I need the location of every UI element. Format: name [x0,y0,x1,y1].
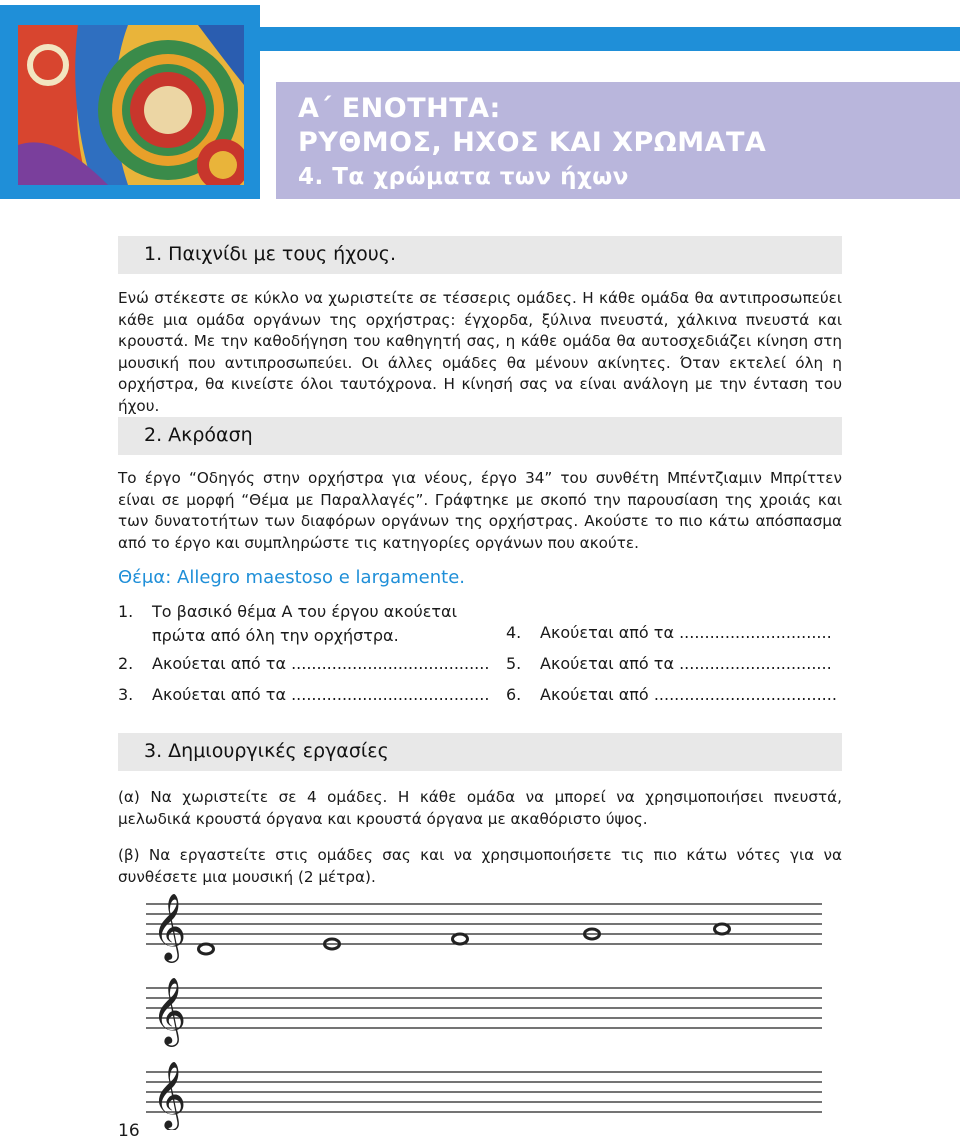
whole-note-icon [453,934,468,944]
list-item-5: 5. Ακούεται από τα .............................. [506,654,832,673]
staff-1 [146,892,822,963]
section-3-bar [118,733,842,771]
whole-note-icon [715,924,730,934]
treble-clef-icon: 𝄞 [152,1060,187,1128]
whole-note-icon [199,944,214,954]
section-1-bar [118,236,842,274]
unit-title: ΡΥΘΜΟΣ, ΗΧΟΣ ΚΑΙ ΧΡΩΜΑΤΑ [298,127,767,158]
answer-blank[interactable]: .............................. [679,623,832,642]
section-1-text: Ενώ στέκεστε σε κύκλο να χωριστείτε σε τέσσερις ομάδες. Η κάθε ομάδα θα αντιπροσωπεύει κάθε μια ομάδα οργάνων της ορχήστρας: έγχορδα, ξύλινα πνευστά, χάλκινα πνευστά και κρουστά. Με την καθοδήγηση του καθηγητή σας, η κάθε ομάδα θα αυτοσχεδιάζει κίνηση στη μουσική που αντιπροσωπεύει. Οι άλλες ομάδες θα μένουν ακίνητες. Όταν εκτελεί όλη η ορχήστρα, θα κινείστε όλοι ταυτόχρονα. Η κίνησή σας να είναι ανάλογη με την ένταση του ήχου. [118,289,842,415]
section-3-heading: 3. Δημιουργικές εργασίες [144,740,389,762]
section-3-part-b: (β) Να εργαστείτε στις ομάδες σας και να χρησιμοποιήσετε τις πιο κάτω νότες για να συνθέσετε μια μουσική (2 μέτρα). [118,846,842,886]
answer-blank[interactable]: ....................................... [291,685,490,704]
header-artwork-frame [0,5,260,199]
list-item-2: 2. Ακούεται από τα ....................................... [118,654,490,673]
treble-clef-icon: 𝄞 [152,976,187,1044]
lesson-title: 4. Τα χρώματα των ήχων [298,164,629,190]
header-stripe [260,27,960,51]
section-2-text: Το έργο “Οδηγός στην ορχήστρα για νέους, έργο 34” του συνθέτη Μπέντζιαμιν Μπρίττεν είναι σε μορφή “Θέμα με Παραλλαγές”. Γράφτηκε με σκοπό την παρουσίαση της χροιάς και των δυνατοτήτων των διαφόρων οργάνων της ορχήστρας. Ακούστε το πιο κάτω απόσπασμα από το έργο και συμπληρώστε τις κατηγορίες οργάνων που ακούτε. [118,469,842,552]
answer-blank[interactable]: ....................................... [291,654,490,673]
page-number: 16 [118,1121,140,1141]
list-item-4: 4. Ακούεται από τα .............................. [506,623,832,642]
theme-heading: Θέμα: Allegro maestoso e largamente. [118,567,465,588]
abstract-artwork-image [18,25,244,185]
unit-label: Α΄ ΕΝΟΤΗΤΑ: [298,93,501,124]
list-item-3: 3. Ακούεται από τα ....................................... [118,685,490,704]
treble-clef-icon: 𝄞 [152,892,187,960]
staff-3 [146,1060,822,1130]
answer-blank[interactable]: .................................... [653,685,837,704]
music-staves [146,890,826,1134]
section-3-part-a: (α) Να χωριστείτε σε 4 ομάδες. Η κάθε ομάδα να μπορεί να χρησιμοποιήσει πνευστά, μελωδικά κρουστά όργανα και κρουστά όργανα με ακαθόριστο ύψος. [118,788,842,828]
answer-blank[interactable]: .............................. [679,654,832,673]
list-item-6: 6. Ακούεται από .................................... [506,685,837,704]
section-2-bar [118,417,842,455]
staff-2 [146,976,822,1047]
title-box [276,82,960,199]
section-2-heading: 2. Ακρόαση [144,424,253,446]
list-item-1: 1. Το βασικό θέμα Α του έργου ακούεται πρώτα από όλη την ορχήστρα. [118,602,457,645]
section-1-heading: 1. Παιχνίδι με τους ήχους. [144,243,396,265]
